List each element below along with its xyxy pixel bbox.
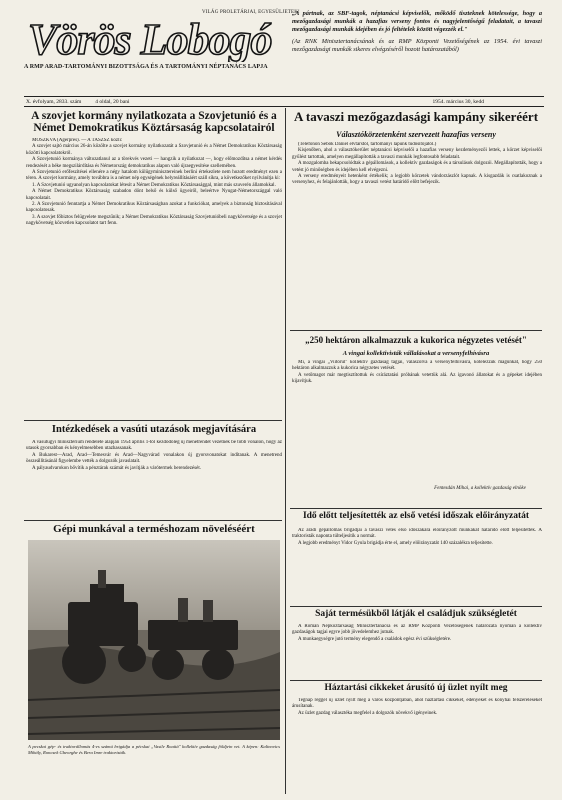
- section-divider: [290, 606, 542, 607]
- paragraph: Mi, a vingai „Viitorul" kollektív gazdaság tagjai, válaszolva a versenyfelhívásra, kötelezzük magunkat, hogy 250 hektáron alkalmazzuk a kukorica négyzetes vetését.: [292, 360, 542, 372]
- issue-date: 1954. március 30, kedd: [432, 98, 484, 105]
- masthead-subtitle: A RMP ARAD-TARTOMÁNYI BIZOTTSÁGA ÉS A TARTOMÁNYI NÉPTANÁCS LAPJA: [24, 64, 268, 70]
- issue-bar: [24, 96, 544, 107]
- paragraph: A Német Demokratikus Köztársaság szabadon dönt belső és külső ügyeiről, beleértve Nyugat-Németországgal való kapcsolatait.: [26, 189, 282, 201]
- article-headline-soviet-note: A szovjet kormány nyilatkozata a Szovjetunió és a Német Demokratikus Köztársaság kapcsolatairól: [31, 110, 277, 135]
- paragraph: A vasutügyi minisztérium rendelete alapján 1954 április 1-től kezdődőleg új menetrendet vezetnek be több vonalon, hogy az utasok gyorsabban és kényelmesebben utazhassanak.: [26, 440, 282, 452]
- column-rule: [285, 108, 286, 794]
- article-headline-sowing-plan: Idő előtt teljesítették az első vetési időszak előirányzatát: [302, 511, 530, 521]
- section-divider: [290, 330, 542, 331]
- article-signature: Fentesdán Mihai, a kollektív gazdaság elnöke: [434, 486, 526, 491]
- article-headline-machines: Gépi munkával a terméshozam növeléséért: [53, 523, 255, 535]
- article-headline-corn-sowing: „250 hektáron alkalmazzuk a kukorica négyzetes vetését": [305, 335, 527, 345]
- article-body-sowing-plan: [292, 528, 542, 602]
- article-headline-own-harvest: Saját termésükből látják el családjuk szükségletét: [315, 609, 517, 619]
- issue-pages: 4 oldal, 20 bani: [95, 98, 130, 105]
- article-body-railways: [26, 440, 282, 516]
- paragraph: A pályaudvarokon bővítik a pénztárak számát és javítják a várótermek berendezését.: [32, 465, 201, 471]
- masthead-motto: VILÁG PROLETÁRJAI, EGYESÜLJETEK!: [202, 10, 300, 15]
- paragraph: Az üzlet gazdag választéka megfelel a dolgozók növekvő igényeinek.: [298, 710, 438, 716]
- article-subhead-corn-sowing: A vingai kollektivisták vállalásokat a versenyfelhívásra: [342, 350, 490, 357]
- article-body-soviet-note: [26, 138, 282, 416]
- photo-caption: A pecskai gép- és traktorállomás 4-es számú brigádja a pécskai „Vasile Roaită" kollektív gazdaság földjein vet. A képen: Kalinovics Mihály, Roncsek Gheorghe és Bera Imre traktoristák.: [28, 744, 280, 755]
- article-body-own-harvest: [292, 624, 542, 676]
- tractor-photo: [28, 540, 280, 740]
- paragraph: A vetőmagot már megtisztítottuk és csíráztatási próbának vetettük alá. Az igavonó állatokat és a gépeket idejében kijavítjuk.: [292, 372, 542, 385]
- article-body-corn-sowing: [292, 360, 542, 484]
- paragraph: A legjobb eredményt Vidor Gyula brigádja érte el, amely előirányzatát 140 százalékra teljesítette.: [298, 540, 493, 546]
- section-divider: [24, 420, 282, 421]
- paragraph: A Román Népköztársaság Minisztertanácsa és az RMP Központi Vezetőségének határozata nyomán a kollektív gazdaságok tagjai egyre jobb jövedelemhez jutnak.: [292, 624, 542, 636]
- paragraph: (Telefonon Sebők Dániel elvtárstól, tartományi lapunk tudósítójától.): [298, 142, 437, 147]
- paragraph: Az aradi gépállomás brigádjai a tavaszi vetés első időszakára előirányzott munkákat határidő előtt teljesítették. A traktoristák naponta túlteljesítik a normát.: [292, 528, 542, 540]
- section-divider: [24, 520, 282, 521]
- logo-text: Vörös Lobogó: [28, 15, 272, 62]
- paragraph: A munkaegységre jutó termény elegendő a családok egész évi szükségletére.: [298, 636, 452, 642]
- paragraph: A szovjet sajtó március 26-án közölte a szovjet kormány nyilatkozatát a Szovjetunió és a Német Demokratikus Köztársaság közötti kapcsolatokról.: [26, 144, 282, 156]
- quote-source: (Az RNK Minisztertanácsának és az RMP Központi Vezetőségének az 1954. évi tavaszi mezőgazdasági munkák sikeres elvégzéséről hozott határozatából): [292, 38, 542, 53]
- paragraph: A mozgalomba bekapcsolódtak a gépállomások, a kollektív gazdaságok és a társulások dolgozói. Megállapították, hogy a vetést jó minőségben és idejében kell elvégezni.: [292, 161, 542, 173]
- paragraph: A Szovjetunió kormánya változatlanul az a törekvés vezeti — hangzik a nyilatkozat —, hogy előmozdítsa a német kérdés rendezését a béke megszilárdítása és Németország demokratikus alapon való újraegyesítése szellemében.: [26, 157, 282, 169]
- paragraph: 1. A Szovjetunió ugyanolyan kapcsolatokat létesít a Német Demokratikus Köztársasággal, mint más szuverén államokkal.: [32, 182, 276, 188]
- section-divider: [290, 508, 542, 509]
- quote-main: „A pártnak, az SBF-tagok, néptanácsi képviselők, mőködő tiszteknek kötelessége, hogy a mezőgazdasági munkák a hazafias verseny fontos és nagyjelentőségű feladatait, a tavaszi mezőgazdasági munkák idejében és jó feltételek között végezzék el.": [292, 10, 542, 33]
- paragraph: Kisjenőben, ahol a választókerület néptanácsi képviselői a hazafias verseny kezdeményezői lettek, a körzet képviselői gyűlést tartottak, amelyen megállapították a tavaszi munkák legfontosabb feladatait.: [292, 148, 542, 160]
- paragraph: 3. A szovjet főbiztos felügyelete megszűnik; a Német Demokratikus Köztársaság Szovjetunióbeli nagykövetsége és a szovjet nagykövetség közvetlen kapcsolatot tart fenn.: [26, 214, 282, 227]
- paragraph: A verseny eredményeit hetenként értékelik; a legjobb körzetek vándorzászlót kapnak. A kisgazdák is csatlakoznak a versenyhez, és felajánlották, hogy a tavaszi vetést határidő előtt befejezik.: [292, 174, 542, 186]
- masthead: [24, 4, 300, 96]
- dateline: MOSZKVA (Agerpres). — A TASZSZ közli:: [32, 138, 123, 143]
- paragraph: A Bukarest—Arad, Arad—Temesvár és Arad—Nagyvárad vonalakon új gyorsvonatokat indítanak. A menetrend összeállításánál figyelembe vették a dolgozók javaslatait.: [26, 452, 282, 465]
- article-body-new-shop: [292, 698, 542, 794]
- header-quote: [292, 10, 542, 54]
- paragraph: Tegnap reggel új üzlet nyílt meg a város központjában, ahol háztartási cikkeket, edényeket és konyhai felszereléseket árusítanak.: [292, 698, 542, 710]
- paragraph: A Szovjetunió erőfeszítései ellenére a négy hatalom külügyminisztereinek berlini értekezlete nem hozott eredményt ezen a téren. A szovjet kormány, amely továbbra is a német nép egységének helyreállításáért száll síkra, a következőket nyilvánítja ki:: [26, 170, 282, 182]
- article-headline-new-shop: Háztartási cikkeket árusító új üzlet nyílt meg: [324, 683, 508, 693]
- section-divider: [290, 680, 542, 681]
- article-headline-spring-campaign: A tavaszi mezőgazdasági kampány sikeréért: [293, 109, 539, 124]
- issue-year: X. évfolyam, 2833. szám: [26, 98, 82, 105]
- newspaper-logo: [24, 10, 284, 62]
- article-headline-railways: Intézkedések a vasúti utazások megjavítására: [51, 424, 257, 435]
- article-subhead-spring-campaign: Választókörzetenként szervezett hazafias verseny: [336, 130, 496, 139]
- paragraph: 2. A Szovjetunió fenntartja a Német Demokratikus Köztársaságban azokat a funkciókat, amelyek a biztonság biztosításával kapcsolatosak.: [26, 202, 282, 214]
- article-body-spring-campaign: [292, 142, 542, 326]
